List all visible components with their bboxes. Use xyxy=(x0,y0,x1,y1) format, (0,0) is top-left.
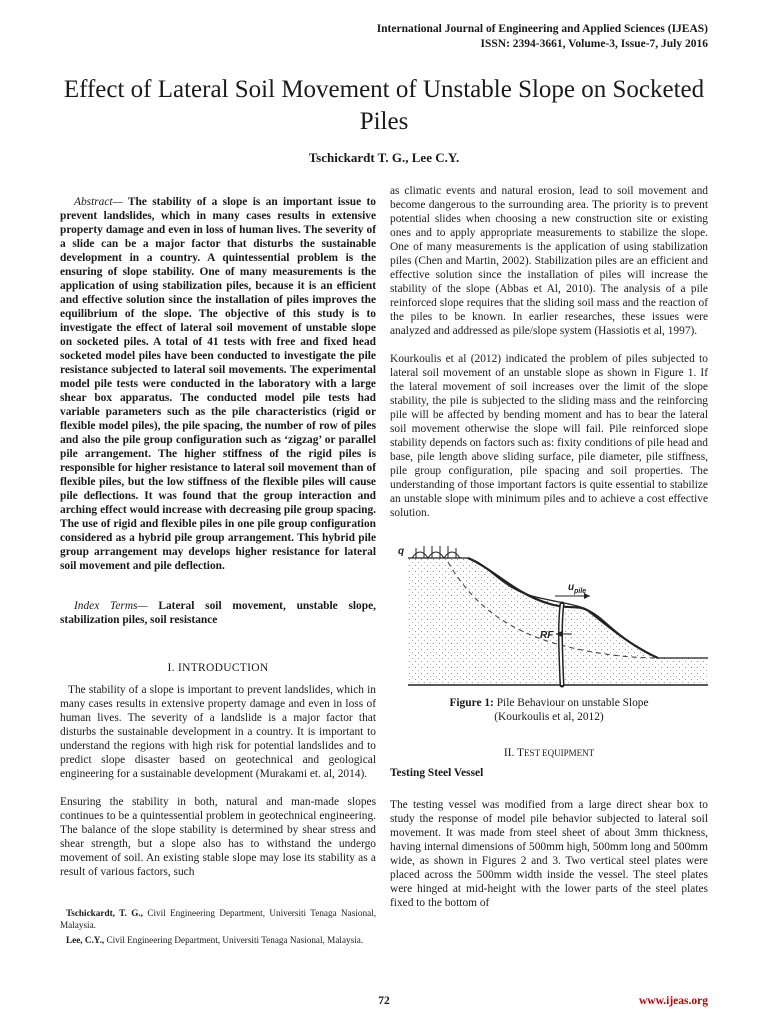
left-column xyxy=(60,195,376,893)
footnote-author-2 xyxy=(60,935,376,947)
index-terms xyxy=(60,599,376,627)
figure-1-caption-line xyxy=(390,696,708,710)
soil-body xyxy=(408,558,708,685)
figure-1-source: (Kourkoulis et al, 2012) xyxy=(494,711,604,723)
section2-T: T xyxy=(517,747,525,759)
section-heading-test-equipment xyxy=(390,746,708,760)
abstract xyxy=(60,195,376,573)
abstract-lead: Abstract— xyxy=(74,196,123,208)
footnote-author-2-affil: Civil Engineering Department, Universiti Tenaga Nasional, Malaysia. xyxy=(104,935,364,945)
right-column xyxy=(390,184,708,924)
section2-paragraph-1: The testing vessel was modified from a large direct shear box to study the response of model pile behavior subjected to lateral soil movement. It was made from steel sheet of about 3mm thickness, having internal dimensions of 500mm high, 500mm long and 500mm wide, as shown in Figures 2 and 3. Two vertical steel plates were placed across the 500mm width inside the vessel. The steel plates were hinged at mid-height with the lower parts of the steel plates fixed to the bottom of xyxy=(390,799,708,909)
paper-authors: Tschickardt T. G., Lee C.Y. xyxy=(308,150,460,165)
author-footnotes xyxy=(60,908,376,951)
subheading-testing-steel-vessel: Testing Steel Vessel xyxy=(390,767,484,779)
journal-name: International Journal of Engineering and Applied Sciences (IJEAS) xyxy=(376,23,708,35)
section2-rest2: EQUIPMENT xyxy=(542,748,595,758)
surcharge-load xyxy=(412,546,460,558)
figure-1-caption-text: Pile Behaviour on unstable Slope xyxy=(493,697,649,709)
label-u-sub: pile xyxy=(574,588,587,595)
intro-paragraph-2: Ensuring the stability in both, natural and man-made slopes continues to be a quintessential problem in geotechnical engineering. The balance of the slope stability is determined by shear stress and shear strength, but a slope also has to withstand the undergo movement of soil. An existing stable slope may lose its stability as a result of various factors, such xyxy=(60,796,376,878)
section2-rest1: EST xyxy=(524,748,543,758)
index-terms-text: Lateral soil movement, unstable slope, stabilization piles, soil resistance xyxy=(60,600,376,626)
abstract-text: The stability of a slope is an important issue to prevent landslides, which in many cases results in extensive property damage and even in loss of human lives. The severity of a slide can be a major factor that disturbs the sustainable development in a country. A quintessential problem is the ensuring of slope stability. One of many measurements is the application of using stabilization piles, because it is an efficient and effective solution since the installation of piles improves the equilibrium of the slope. The objective of this study is to investigate the effect of lateral soil movement of unstable slope on socketed piles. A total of 41 tests with free and fixed head socketed model piles have been conducted to investigate the pile resistance subjected to lateral soil movements. The experimental model pile tests were conducted in the laboratory with a large shear box apparatus. The conducted model pile tests had variable parameters such as the pile characteristics (rigid or flexible model piles), the pile spacing, the number of row of piles and also the pile group configuration such as ‘zigzag’ or parallel pile arrangement. The higher stiffness of the rigid piles is responsible for higher resistance to lateral soil movement than of flexible piles, but the low stiffness of the flexible piles will cause pile deflections. It was found that the group interaction and arching effect would increase with decreasing pile group spacing. The use of rigid and flexible piles in one pile group configuration considered as a hybrid pile group arrangement. This hybrid pile group arrangement may develops higher resistance for lateral soil movement and pile deflection. xyxy=(60,196,376,572)
right-paragraph-1: as climatic events and natural erosion, lead to soil movement and become dangerous to the surrounding area. The priority is to prevent potential slides when choosing a new construction site or existing ones and to apply appropriate measurements to stabilize the slope. One of many measurements is the application of using stabilization piles (Chen and Martin, 2002). Stabilization piles are an efficient and effective solution since the installation of piles will increase the stability of the slope (Abbas et Al, 2010). The analysis of a pile reinforced slope requires that the sliding soil mass and the reaction of the piles to be known. In earlier researches, these issues were analyzed and addressed as pile/slope system (Hassiotis et al, 1997). xyxy=(390,185,708,337)
slope-pile-diagram xyxy=(390,540,708,690)
label-u-pile xyxy=(568,582,586,595)
figure-1-label: Figure 1: xyxy=(449,697,494,709)
footnote-author-2-name: Lee, C.Y., xyxy=(66,935,105,945)
journal-header xyxy=(377,22,708,52)
journal-issn: ISSN: 2394-3661, Volume-3, Issue-7, July 2016 xyxy=(480,38,708,50)
section2-number: II. xyxy=(503,747,518,759)
index-terms-lead: Index Terms— xyxy=(74,600,148,612)
figure-1-caption xyxy=(390,696,708,724)
footnote-author-1-name: Tschickardt, T. G., xyxy=(66,908,143,918)
label-q: q xyxy=(398,546,405,557)
label-rf: RF xyxy=(540,630,554,641)
intro-paragraph-1: The stability of a slope is important to prevent landslides, which in many cases results in extensive property damage and even in loss of human lives. The severity of a landslide is a major factor that disturbs the sustainable development in a country. It is important to understand the regions with high risk for potential landslides and to predict slope disaster based on geotechnical and geological engineering for a sustainable development (Murakami et. al, 2014). xyxy=(60,684,376,780)
footnote-author-1 xyxy=(60,908,376,931)
page-number: 72 xyxy=(378,995,390,1007)
section-heading-introduction: I. INTRODUCTION xyxy=(167,662,269,674)
footnote-author-1-affil: Civil Engineering Department, Universiti Tenaga Nasional, Malaysia. xyxy=(60,908,376,930)
label-u: u xyxy=(568,582,575,593)
journal-website[interactable]: www.ijeas.org xyxy=(639,995,708,1007)
paper-title: Effect of Lateral Soil Movement of Unstable Slope on Socketed Piles xyxy=(63,76,705,135)
right-paragraph-2: Kourkoulis et al (2012) indicated the problem of piles subjected to lateral soil movement of an unstable slope as shown in Figure 1. If the lateral movement of soil increases over the limit of the slope stability, the pile is subjected to the sliding mass and the reinforcing pile will be affected by bending moment and has to bear the lateral soil movement otherwise the slope will fail. Pile reinforced slope stability depends on factors such as: fixity conditions of pile head and base, pile length above sliding surface, pile diameter, pile stiffness, pile group configuration, pile spacing and soil properties. The understanding of those important factors is quite essential to stabilize an unstable slope with minimum piles and to achieve a cost effective solution. xyxy=(390,353,708,519)
figure-1-diagram xyxy=(390,540,708,690)
